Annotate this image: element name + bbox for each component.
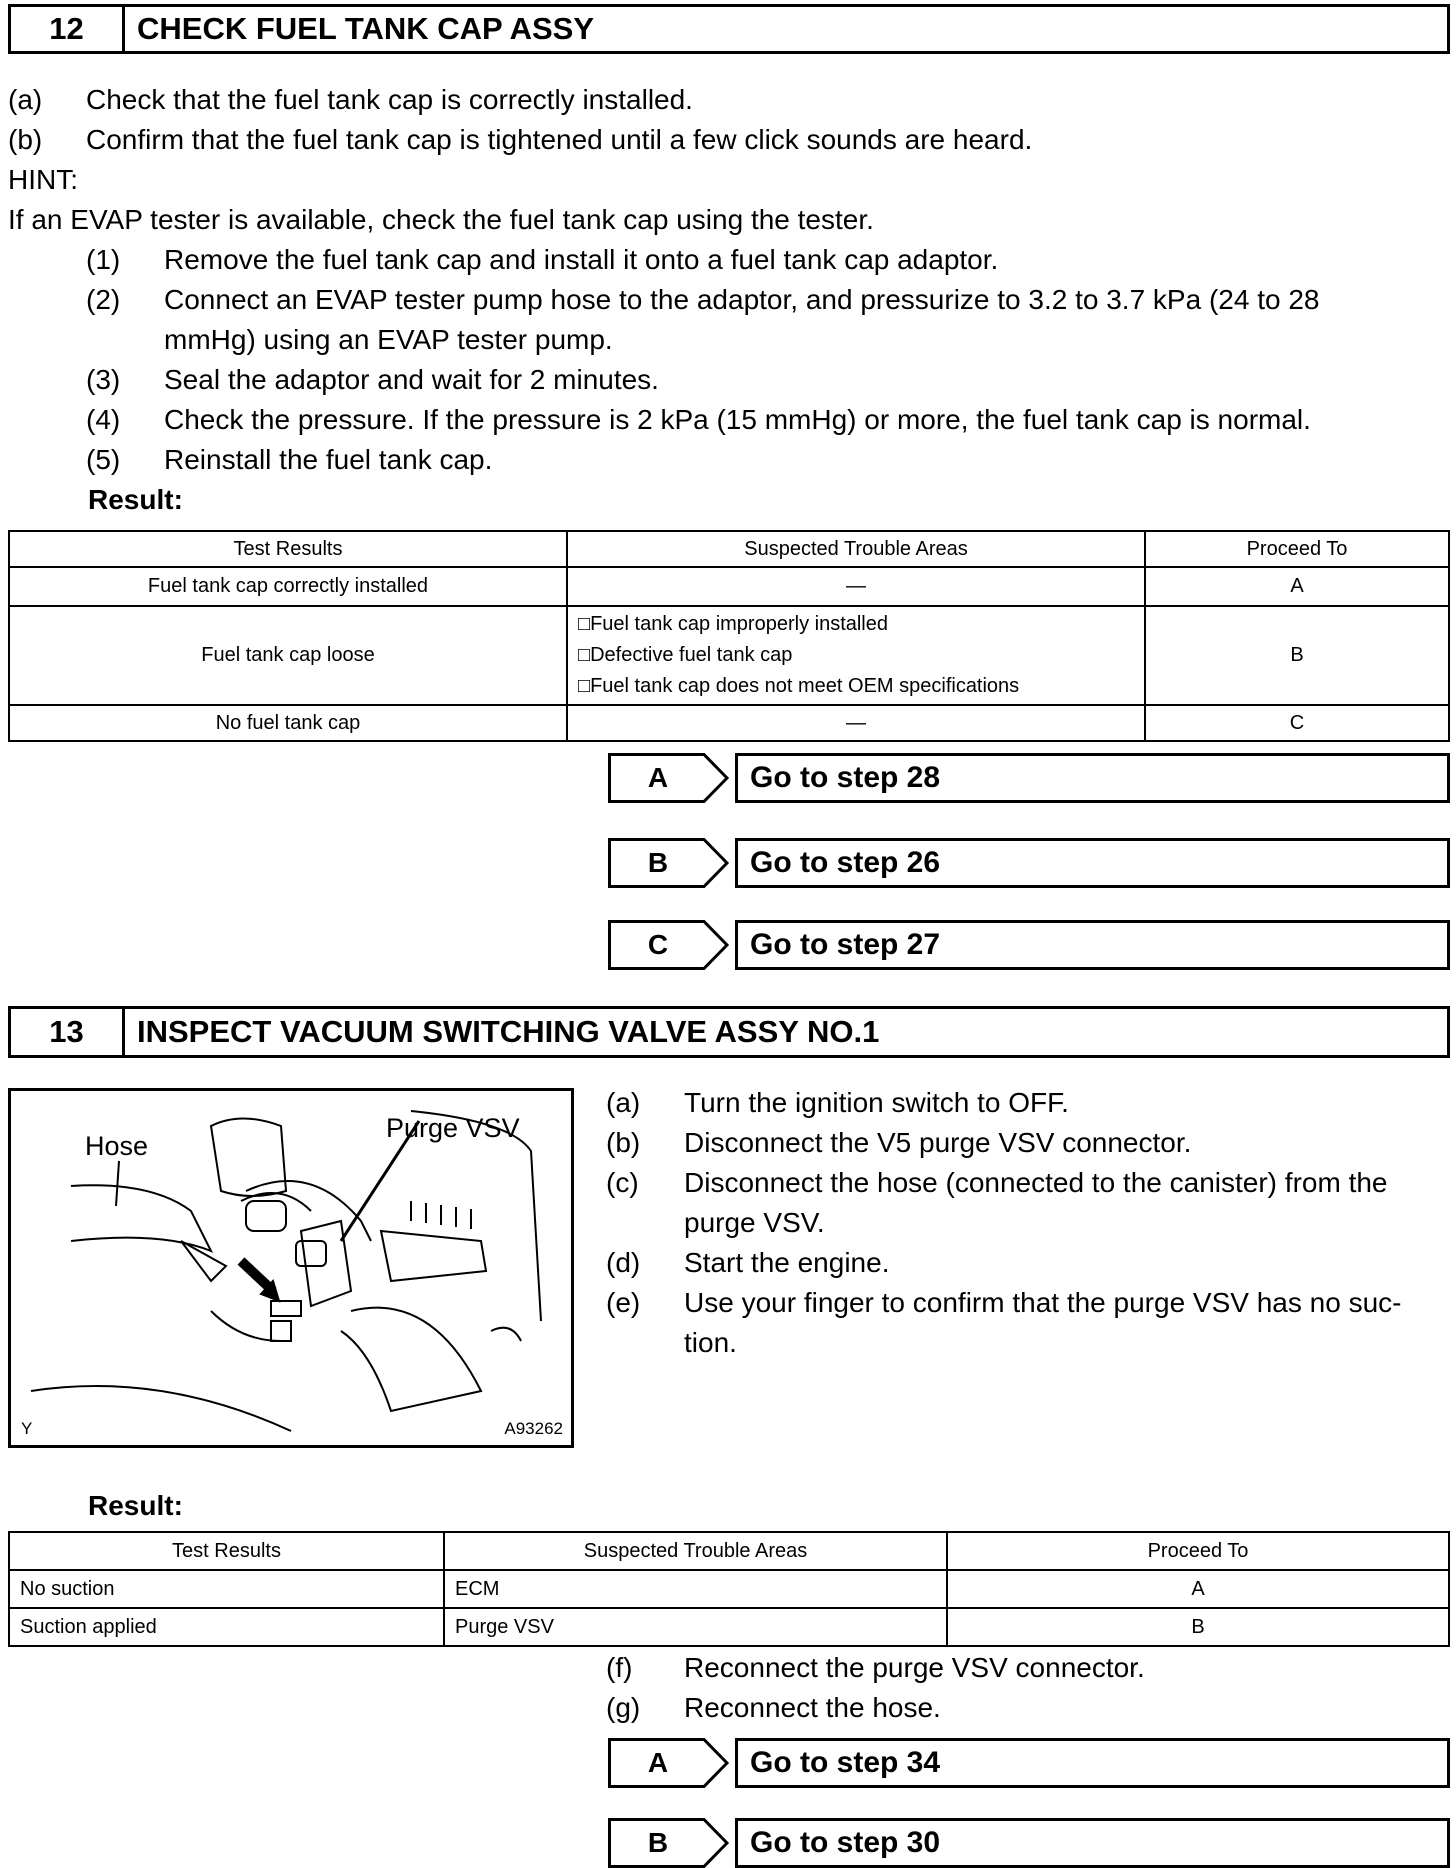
goto-letter: B (647, 1827, 669, 1858)
cell-proceed: A (1145, 567, 1449, 606)
table-row (9, 1608, 1449, 1646)
goto-text[interactable]: Go to step 30 (735, 1818, 1450, 1868)
goto-letter: A (647, 762, 669, 793)
item-text: Reconnect the purge VSV connector. (684, 1652, 1145, 1683)
goto-letter-box (608, 753, 728, 803)
item-label: (e) (606, 1287, 641, 1318)
item-label: (b) (606, 1127, 641, 1158)
hint-text: If an EVAP tester is available, check the fuel tank cap using the tester. (8, 204, 874, 235)
cell-result: Fuel tank cap correctly installed (9, 567, 567, 606)
step-13-header (8, 1006, 1450, 1058)
step-title: CHECK FUEL TANK CAP ASSY (137, 11, 595, 46)
area-item: □Fuel tank cap does not meet OEM specifications (578, 675, 1020, 697)
item-label: (a) (8, 84, 43, 115)
goto-text[interactable]: Go to step 26 (735, 838, 1450, 888)
cell-proceed: A (947, 1570, 1449, 1608)
cell-area: — (567, 567, 1145, 606)
item-text: Turn the ignition switch to OFF. (684, 1087, 1069, 1118)
item-text: Disconnect the hose (connected to the canister) from the (684, 1167, 1388, 1198)
sub-text-cont: mmHg) using an EVAP tester pump. (164, 324, 613, 355)
goto-b-step-13[interactable] (608, 1818, 1450, 1868)
area-item: □Fuel tank cap improperly installed (578, 613, 888, 635)
col-header: Test Results (9, 531, 567, 567)
goto-letter: C (647, 929, 669, 960)
col-header: Suspected Trouble Areas (444, 1532, 947, 1570)
sub-text: Remove the fuel tank cap and install it onto a fuel tank cap adaptor. (164, 244, 999, 275)
sub-label: (4) (86, 404, 121, 435)
goto-a-step-13[interactable] (608, 1738, 1450, 1788)
item-label: (b) (8, 124, 43, 155)
goto-letter-box (608, 920, 728, 970)
table-row (9, 705, 1449, 741)
item-text: Reconnect the hose. (684, 1692, 941, 1723)
cell-area: Purge VSV (444, 1608, 947, 1646)
sub-label: (1) (86, 244, 121, 275)
hint-label: HINT: (8, 164, 78, 195)
sub-text: Connect an EVAP tester pump hose to the adaptor, and pressurize to 3.2 to 3.7 kPa (24 to 28 (164, 284, 1320, 315)
col-header: Suspected Trouble Areas (567, 531, 1145, 567)
item-text: Start the engine. (684, 1247, 890, 1278)
cell-proceed: B (1145, 606, 1449, 705)
goto-letter: A (647, 1747, 669, 1778)
cell-result: Fuel tank cap loose (9, 606, 567, 705)
cell-result: Suction applied (9, 1608, 444, 1646)
item-text: Check that the fuel tank cap is correctly installed. (86, 84, 693, 115)
step-title: INSPECT VACUUM SWITCHING VALVE ASSY NO.1 (137, 1014, 880, 1049)
col-header: Proceed To (947, 1532, 1449, 1570)
cell-result: No fuel tank cap (9, 705, 567, 741)
goto-text[interactable]: Go to step 28 (735, 753, 1450, 803)
sub-text: Check the pressure. If the pressure is 2 kPa (15 mmHg) or more, the fuel tank cap is normal. (164, 404, 1311, 435)
sub-text: Seal the adaptor and wait for 2 minutes. (164, 364, 659, 395)
goto-text[interactable]: Go to step 34 (735, 1738, 1450, 1788)
sub-label: (3) (86, 364, 121, 395)
cell-area: — (567, 705, 1145, 741)
goto-c-step-12[interactable] (608, 920, 1450, 970)
goto-letter-box (608, 1738, 728, 1788)
step-12-header (8, 4, 1450, 54)
goto-letter-box (608, 838, 728, 888)
goto-letter: B (647, 847, 669, 878)
item-text: Disconnect the V5 purge VSV connector. (684, 1127, 1192, 1158)
hose-label: Hose (85, 1131, 149, 1161)
item-label: (a) (606, 1087, 641, 1118)
table-row (9, 567, 1449, 606)
item-label: (f) (606, 1652, 633, 1683)
item-text: Use your finger to confirm that the purge VSV has no suc- (684, 1287, 1402, 1318)
cell-result: No suction (9, 1570, 444, 1608)
item-label: (d) (606, 1247, 641, 1278)
vsv-illustration (8, 1088, 574, 1448)
cell-proceed: C (1145, 705, 1449, 741)
sub-label: (5) (86, 444, 121, 475)
result-label: Result: (88, 484, 183, 515)
purge-vsv-label: Purge VSV (386, 1113, 520, 1143)
goto-text[interactable]: Go to step 27 (735, 920, 1450, 970)
result-label: Result: (88, 1490, 183, 1521)
item-label: (g) (606, 1692, 641, 1723)
sub-text: Reinstall the fuel tank cap. (164, 444, 493, 475)
table-row (9, 606, 1449, 705)
result-table-13 (8, 1531, 1450, 1647)
figure-id: A93262 (504, 1419, 563, 1438)
col-header: Test Results (9, 1532, 444, 1570)
step-number: 13 (11, 1009, 125, 1055)
item-text: Confirm that the fuel tank cap is tightened until a few click sounds are heard. (86, 124, 1033, 155)
cell-area (567, 606, 1145, 705)
cell-proceed: B (947, 1608, 1449, 1646)
item-text-cont: purge VSV. (684, 1207, 825, 1238)
table-row (9, 1570, 1449, 1608)
step-number: 12 (11, 7, 125, 51)
goto-letter-box (608, 1818, 728, 1868)
figure-corner-label: Y (21, 1419, 33, 1438)
goto-b-step-12[interactable] (608, 838, 1450, 888)
sub-label: (2) (86, 284, 121, 315)
result-table-12 (8, 530, 1450, 742)
col-header: Proceed To (1145, 531, 1449, 567)
item-label: (c) (606, 1167, 639, 1198)
item-text-cont: tion. (684, 1327, 737, 1358)
cell-area: ECM (444, 1570, 947, 1608)
goto-a-step-12[interactable] (608, 753, 1450, 803)
area-item: □Defective fuel tank cap (578, 644, 793, 666)
